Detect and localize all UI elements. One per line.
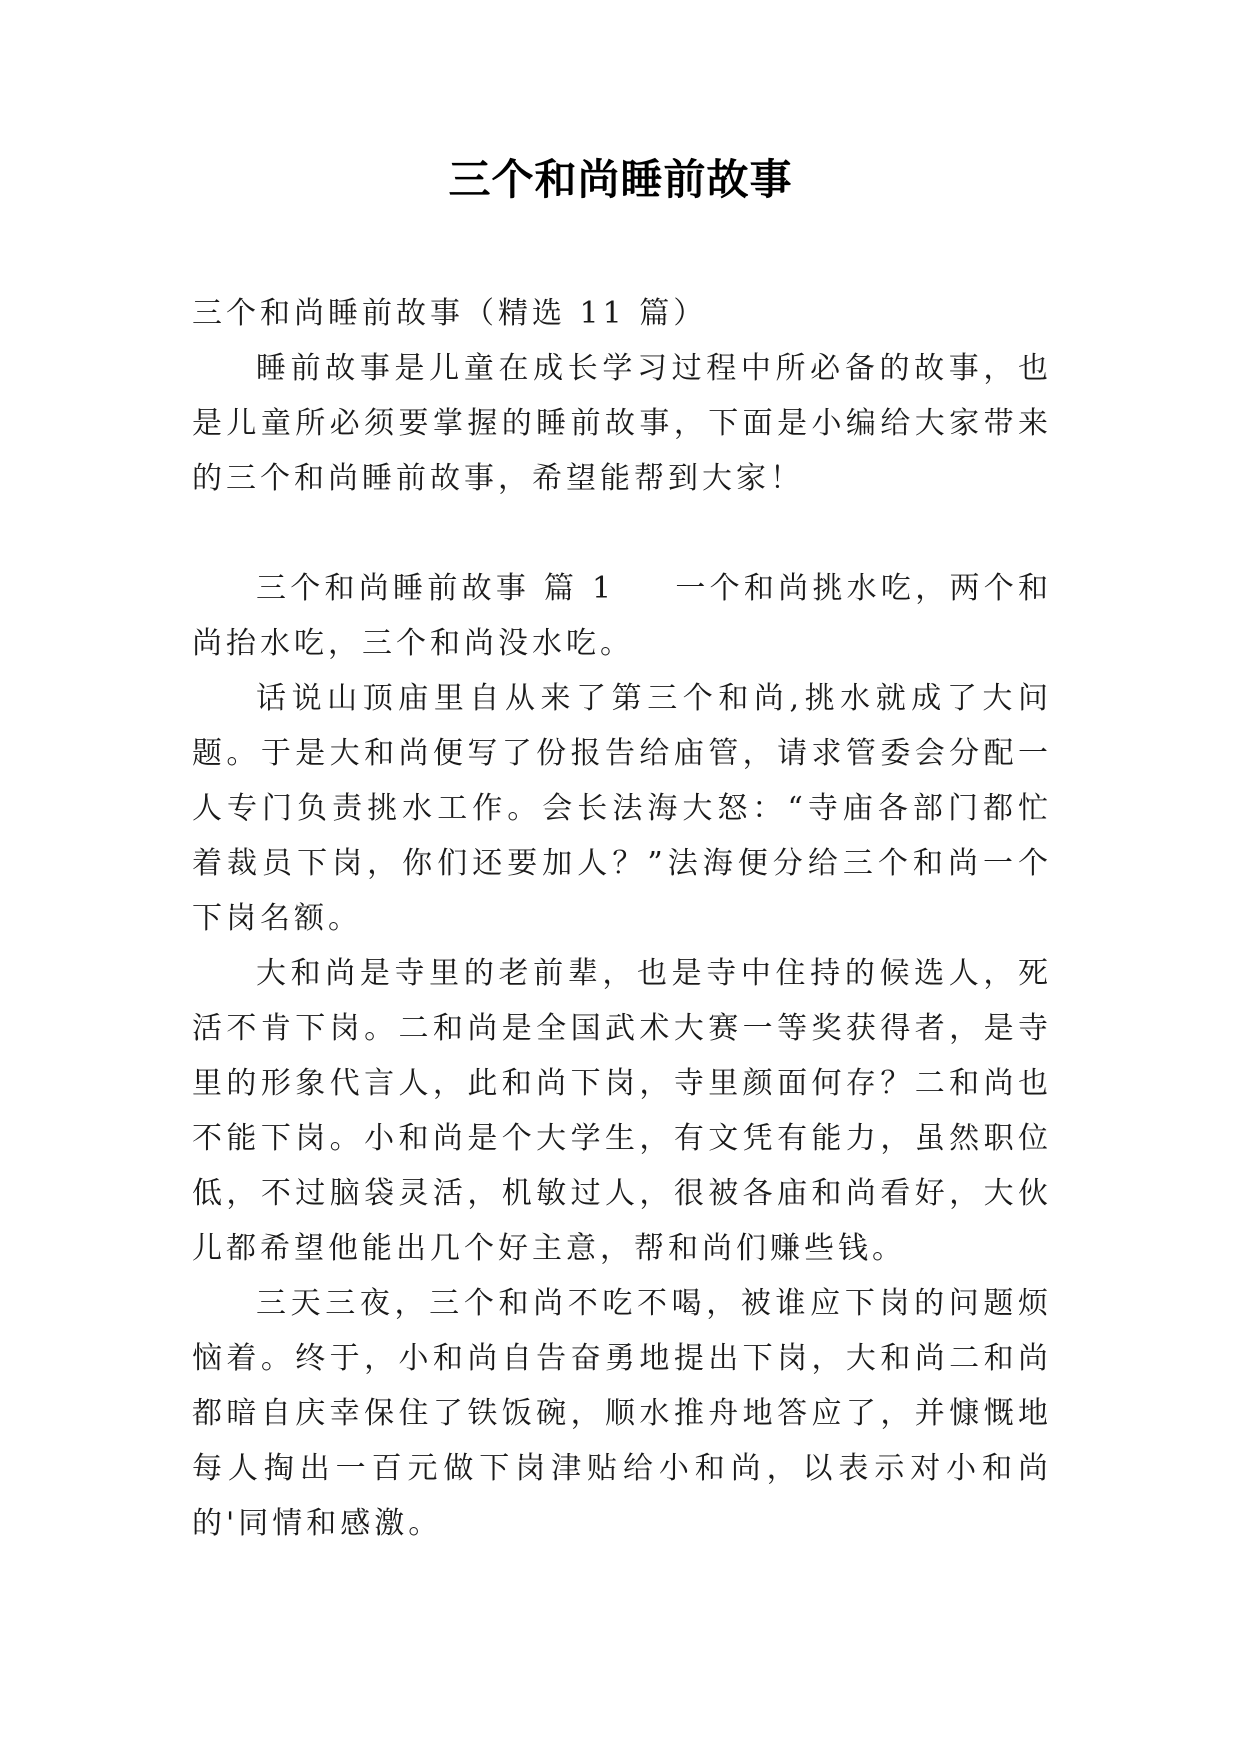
story-paragraph-3: 三天三夜，三个和尚不吃不喝，被谁应下岗的问题烦恼着。终于，小和尚自告奋勇地提出下岗，大和尚二和尚都暗自庆幸保住了铁饭碗，顺水推舟地答应了，并慷慨地每人掏出一百元做下岗津贴给小和尚，以表示对小和尚的'同情和感激。: [192, 1286, 1052, 1541]
intro-paragraph: 睡前故事是儿童在成长学习过程中所必备的故事，也是儿童所必须要掌握的睡前故事，下面是小编给大家带来的三个和尚睡前故事，希望能帮到大家！: [192, 351, 1052, 496]
section-1-heading: 三个和尚睡前故事 篇 1: [256, 571, 616, 606]
story-paragraph-1: 话说山顶庙里自从来了第三个和尚,挑水就成了大问题。于是大和尚便写了份报告给庙管，请求管委会分配一人专门负责挑水工作。会长法海大怒：“寺庙各部门都忙着裁员下岗，你们还要加人？”法海便分给三个和尚一个下岗名额。: [192, 681, 1052, 936]
section-1-opening: [192, 561, 1052, 671]
document-title: 三个和尚睡前故事: [448, 155, 793, 204]
document-subtitle: 三个和尚睡前故事（精选 11 篇）: [192, 296, 708, 331]
document-body: [192, 286, 1052, 1551]
section-1-first-line: 一个和尚挑水吃，两个和尚抬水吃，三个和尚没水吃。: [192, 571, 1052, 661]
story-paragraph-2: 大和尚是寺里的老前辈，也是寺中住持的候选人，死活不肯下岗。二和尚是全国武术大赛一等奖获得者，是寺里的形象代言人，此和尚下岗，寺里颜面何存？二和尚也不能下岗。小和尚是个大学生，有文凭有能力，虽然职位低，不过脑袋灵活，机敏过人，很被各庙和尚看好，大伙儿都希望他能出几个好主意，帮和尚们赚些钱。: [192, 956, 1052, 1266]
